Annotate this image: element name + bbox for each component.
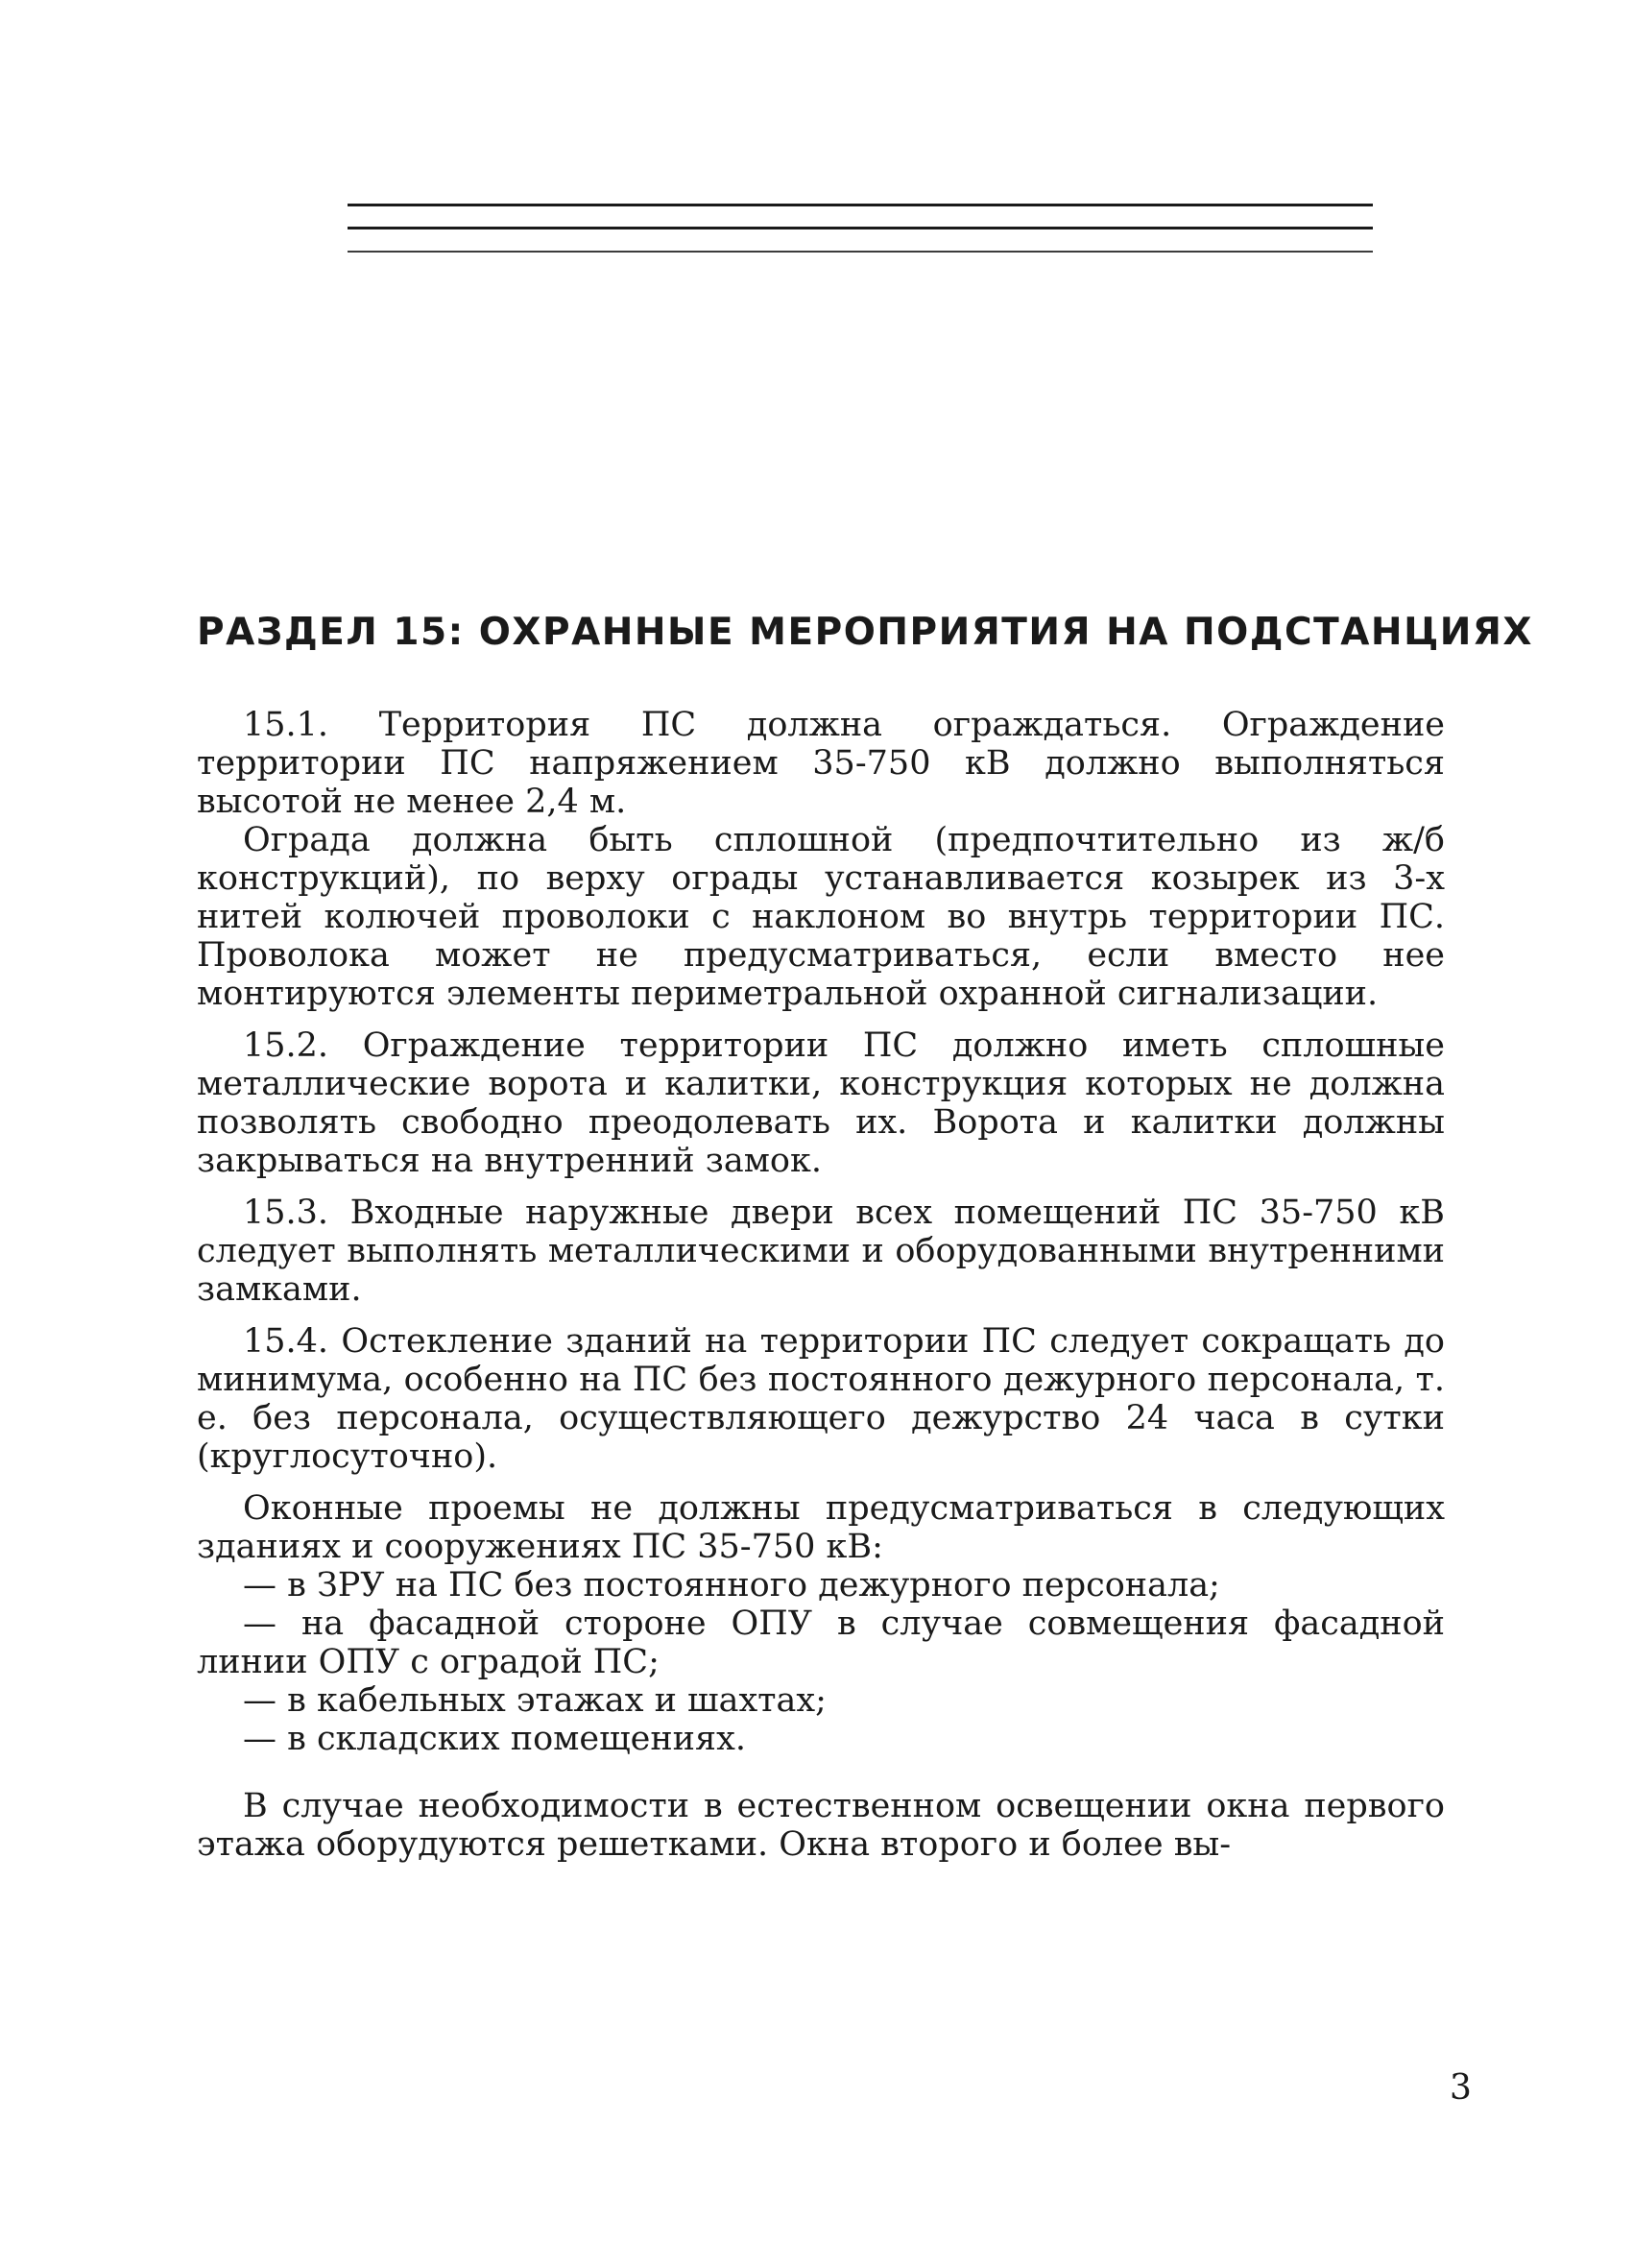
section-title: РАЗДЕЛ 15: ОХРАННЫЕ МЕРОПРИЯТИЯ НА ПОДСТАНЦИЯХ <box>197 611 1533 654</box>
paragraph-15-2: 15.2. Ограждение территории ПС должно иметь сплошные металлические ворота и калитки, конструкция которых не должна позволять свободно преодолевать их. Ворота и калитки должны закрываться на внутренний замок. <box>197 1026 1445 1180</box>
header-rule <box>348 204 1373 206</box>
page-number: 3 <box>1450 2068 1472 2108</box>
list-item: — в кабельных этажах и шахтах; <box>243 1681 827 1720</box>
header-rules <box>348 204 1373 273</box>
list-item: — в складских помещениях. <box>243 1720 746 1758</box>
paragraph-15-3: 15.3. Входные наружные двери всех помещений ПС 35-750 кВ следует выполнять металлическими и оборудованными внутренними замками. <box>197 1194 1445 1309</box>
list-item: — на фасадной стороне ОПУ в случае совмещения фасадной линии ОПУ с оградой ПС; <box>197 1604 1445 1681</box>
paragraph-fence: Ограда должна быть сплошной (предпочтительно из ж/б конструкций), по верху ограды устанавливается козырек из 3-х нитей колючей проволоки с наклоном во внутрь территории ПС. Проволока может не предусматриваться, если вместо нее монтируются элементы периметральной охранной сигнализации. <box>197 821 1445 1013</box>
paragraph-15-4: 15.4. Остекление зданий на территории ПС следует сокращать до минимума, особенно на ПС без постоянного дежурного персонала, т. е. без персонала, осуществляющего дежурство 24 часа в сутки (круглосуточно). <box>197 1322 1445 1476</box>
list-item: — в ЗРУ на ПС без постоянного дежурного персонала; <box>243 1566 1220 1604</box>
paragraph-window-openings: Оконные проемы не должны предусматриваться в следующих зданиях и сооружениях ПС 35-750 кВ: <box>197 1489 1445 1566</box>
paragraph-15-1: 15.1. Территория ПС должна ограждаться. Ограждение территории ПС напряжением 35-750 кВ должно выполняться высотой не менее 2,4 м. <box>197 706 1445 821</box>
header-rule <box>348 227 1373 229</box>
header-rule <box>348 251 1373 253</box>
section-body <box>197 706 1445 1864</box>
paragraph-lighting: В случае необходимости в естественном освещении окна первого этажа оборудуются решетками. Окна второго и более вы- <box>197 1787 1445 1864</box>
